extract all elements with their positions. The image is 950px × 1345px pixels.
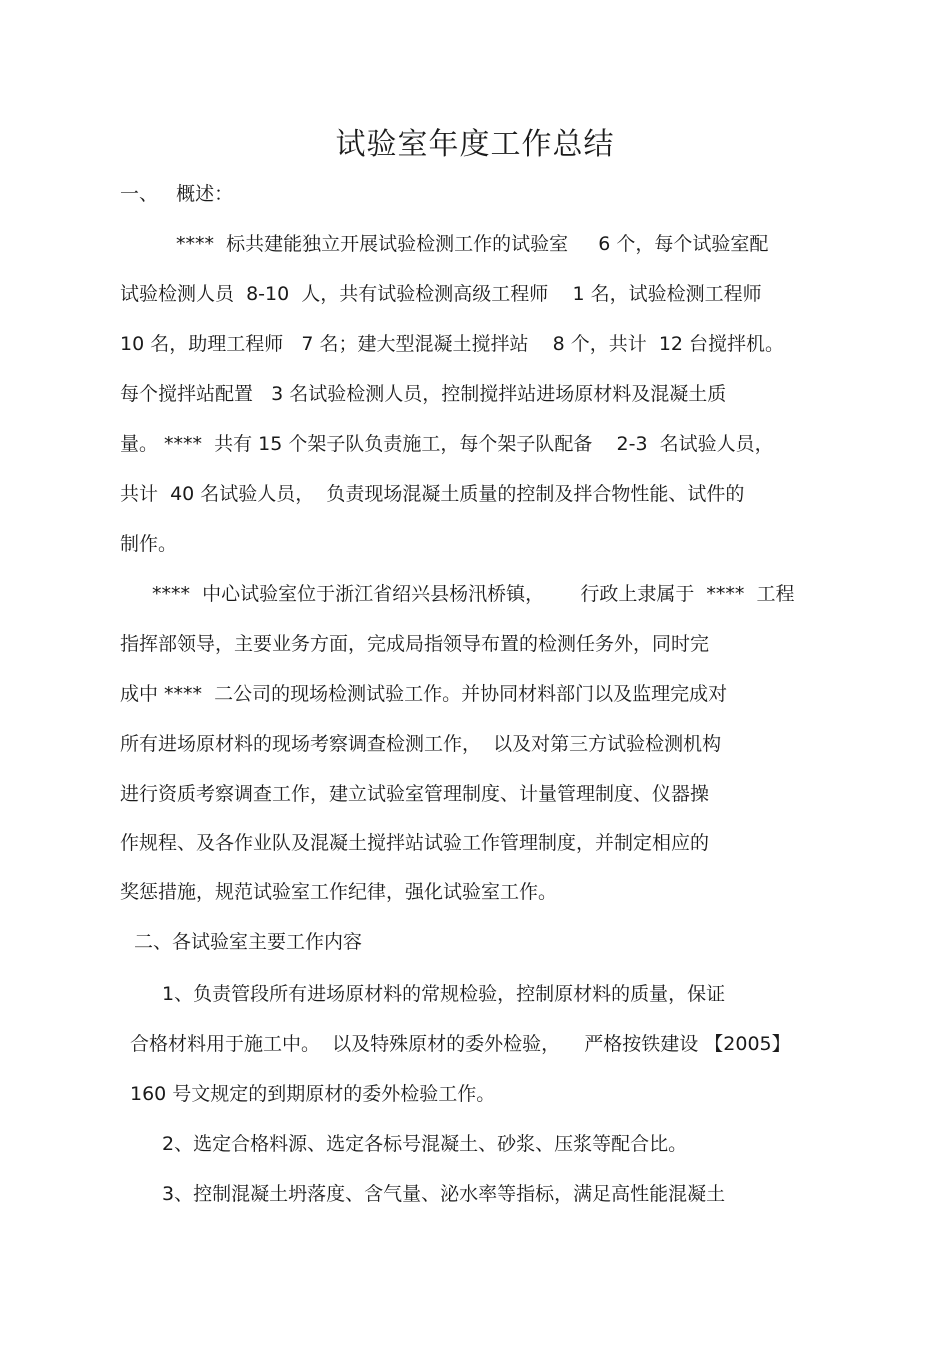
paragraph-line: 成中 **** 二公司的现场检测试验工作。并协同材料部门以及监理完成对 xyxy=(120,683,728,705)
paragraph-line: 制作。 xyxy=(120,533,178,555)
paragraph-line: 作规程、及各作业队及混凝土搅拌站试验工作管理制度，并制定相应的 xyxy=(120,832,710,854)
list-item: 1、负责管段所有进场原材料的常规检验，控制原材料的质量，保证 xyxy=(162,983,726,1005)
paragraph-line: 试验检测人员 8-10 人，共有试验检测高级工程师 1 名，试验检测工程师 xyxy=(120,283,762,305)
list-item: 3、控制混凝土坍落度、含气量、泌水率等指标，满足高性能混凝土 xyxy=(162,1183,726,1205)
section-heading-main-work: 二、各试验室主要工作内容 xyxy=(134,931,363,953)
paragraph-line: **** 中心试验室位于浙江省绍兴县杨汛桥镇， 行政上隶属于 **** 工程 xyxy=(152,583,795,605)
paragraph-line: 160 号文规定的到期原材的委外检验工作。 xyxy=(130,1083,496,1105)
paragraph-line: **** 标共建能独立开展试验检测工作的试验室 6 个，每个试验室配 xyxy=(176,233,769,255)
paragraph-line: 每个搅拌站配置 3 名试验检测人员，控制搅拌站进场原材料及混凝土质 xyxy=(120,383,727,405)
paragraph-line: 所有进场原材料的现场考察调查检测工作， 以及对第三方试验检测机构 xyxy=(120,733,722,755)
paragraph-line: 进行资质考察调查工作，建立试验室管理制度、计量管理制度、仪器操 xyxy=(120,783,710,805)
paragraph-line: 量。 **** 共有 15 个架子队负责施工，每个架子队配备 2-3 名试验人员， xyxy=(120,433,774,455)
paragraph-line: 合格材料用于施工中。 以及特殊原材的委外检验， 严格按铁建设 【2005】 xyxy=(130,1033,791,1055)
paragraph-line: 指挥部领导，主要业务方面，完成局指领导布置的检测任务外，同时完 xyxy=(120,633,710,655)
list-item: 2、选定合格料源、选定各标号混凝土、砂浆、压浆等配合比。 xyxy=(162,1133,688,1155)
paragraph-line: 奖惩措施，规范试验室工作纪律，强化试验室工作。 xyxy=(120,881,558,903)
paragraph-line: 共计 40 名试验人员， 负责现场混凝土质量的控制及拌合物性能、试件的 xyxy=(120,483,745,505)
paragraph-line: 10 名，助理工程师 7 名；建大型混凝土搅拌站 8 个，共计 12 台搅拌机。 xyxy=(120,333,785,355)
section-heading-overview: 一、 概述： xyxy=(120,183,234,205)
document-title: 试验室年度工作总结 xyxy=(335,127,615,162)
